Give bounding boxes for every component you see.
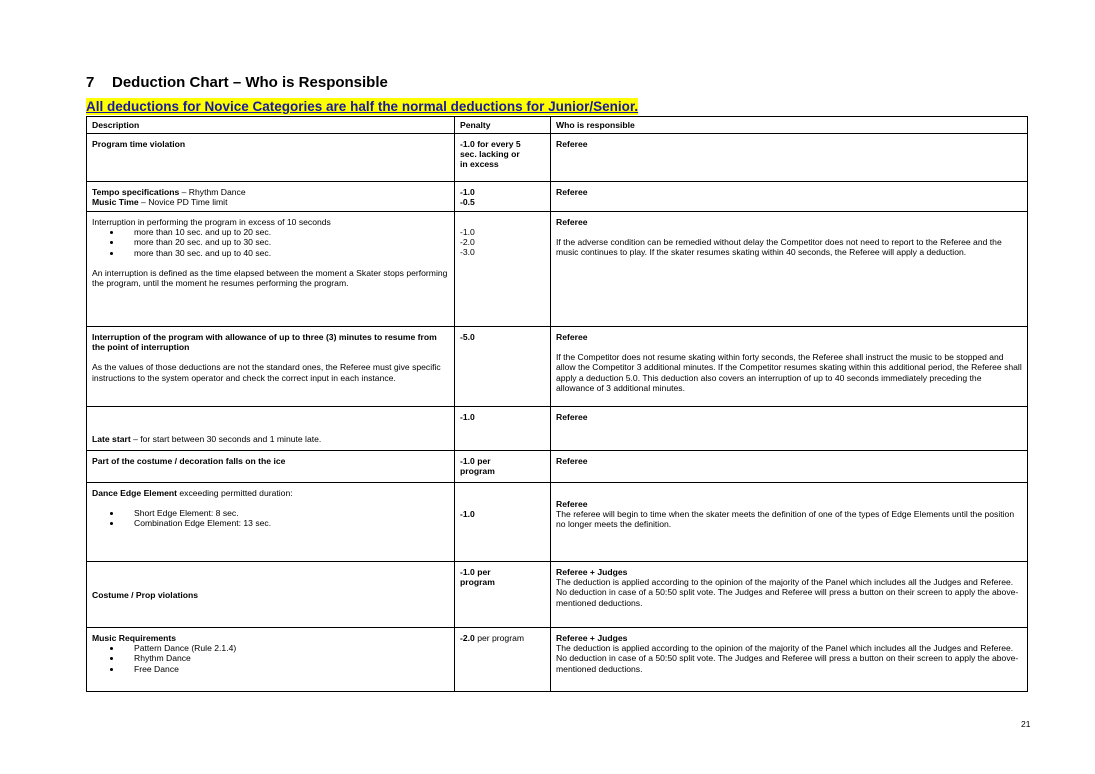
list-item: • more than 10 sec. and up to 20 sec.: [122, 227, 449, 237]
list-item: • more than 30 sec. and up to 40 sec.: [122, 248, 449, 258]
list-item: • Rhythm Dance: [122, 653, 449, 663]
table-row: [87, 134, 1028, 182]
list-item: • more than 20 sec. and up to 30 sec.: [122, 237, 449, 247]
row-penalty: -1.0 per program: [455, 562, 551, 628]
list-item: • Free Dance: [122, 664, 449, 674]
table-row: [87, 451, 1028, 483]
section-title: Deduction Chart – Who is Responsible: [112, 74, 388, 91]
table-row: [87, 483, 1028, 562]
row-responsible: Referee + Judges The deduction is applied according to the opinion of the majority of the Panel which includes all the Judges and Referee. No deduction in case of a 50:50 split vote. The Judges and Referee will press a button on their screen to apply the above-mentioned deductions.: [551, 562, 1028, 628]
row-responsible: Referee The referee will begin to time when the skater meets the definition of one of the types of Edge Elements until the position no longer meets the definition.: [551, 483, 1028, 562]
table-row: [87, 327, 1028, 407]
row-responsible: Referee: [551, 182, 1028, 212]
row-description: Part of the costume / decoration falls on the ice: [87, 451, 455, 483]
list-item: • Pattern Dance (Rule 2.1.4): [122, 643, 449, 653]
bullet-list: [92, 508, 449, 528]
deduction-table: [86, 116, 1028, 692]
row-responsible: Referee If the Competitor does not resume skating within forty seconds, the Referee shall instruct the music to be stopped and allow the Competitor 3 additional minutes. If the Competitor resumes skating within this additional period, the Referee shall apply a deduction 5.0. This deduction also covers an interruption of up to 40 seconds immediately preceding the allowance of 3 additional minutes.: [551, 327, 1028, 407]
row-penalty: -1.0 for every 5 sec. lacking or in excess: [455, 134, 551, 182]
section-heading: [86, 74, 388, 91]
row-responsible: Referee: [551, 134, 1028, 182]
row-penalty: -1.0: [455, 407, 551, 451]
list-item: • Combination Edge Element: 13 sec.: [122, 518, 449, 528]
page-number: 21: [1021, 719, 1031, 729]
table-row: [87, 182, 1028, 212]
row-responsible: Referee If the adverse condition can be remedied without delay the Competitor does not need to report to the Referee and the music continues to play. If the skater resumes skating within 40 seconds, the Referee will apply a deduction.: [551, 212, 1028, 327]
table-row: [87, 212, 1028, 327]
row-description: Program time violation: [87, 134, 455, 182]
row-description: Interruption in performing the program in excess of 10 seconds • more than 10 sec. and up to 20 sec. • more than 20 sec. and up to 30 sec. • more than 30 sec. and up to 40 sec. An interruption is defined as the time elapsed between the moment a Skater stops performing the program, until the moment he resumes performing the program.: [87, 212, 455, 327]
header-penalty: Penalty: [455, 117, 551, 134]
row-description: Costume / Prop violations: [87, 562, 455, 628]
row-penalty: -1.0 -0.5: [455, 182, 551, 212]
row-penalty: -5.0: [455, 327, 551, 407]
section-number: 7: [86, 74, 95, 91]
bullet-list: [92, 643, 449, 674]
table-row: [87, 407, 1028, 451]
row-responsible: Referee: [551, 451, 1028, 483]
table-header-row: [87, 117, 1028, 134]
table-row: [87, 628, 1028, 692]
row-responsible: Referee: [551, 407, 1028, 451]
row-penalty: -2.0 per program: [455, 628, 551, 692]
row-responsible: Referee + Judges The deduction is applied according to the opinion of the majority of the Panel which includes all the Judges and Referee. No deduction in case of a 50:50 split vote. The Judges and Referee will press a button on their screen to apply the above-mentioned deductions.: [551, 628, 1028, 692]
novice-note: All deductions for Novice Categories are half the normal deductions for Junior/Senior.: [86, 99, 639, 114]
row-description: Tempo specifications – Rhythm Dance Music Time – Novice PD Time limit: [87, 182, 455, 212]
row-description: Interruption of the program with allowance of up to three (3) minutes to resume from the point of interruption As the values of those deductions are not the standard ones, the Referee must give specific instructions to the system operator and check the correct input in each instance.: [87, 327, 455, 407]
row-penalty: -1.0 -2.0 -3.0: [455, 212, 551, 327]
header-who: Who is responsible: [551, 117, 1028, 134]
row-description: Music Requirements • Pattern Dance (Rule 2.1.4) • Rhythm Dance • Free Dance: [87, 628, 455, 692]
header-description: Description: [87, 117, 455, 134]
list-item: • Short Edge Element: 8 sec.: [122, 508, 449, 518]
row-penalty: -1.0 per program: [455, 451, 551, 483]
row-description: Late start – for start between 30 seconds and 1 minute late.: [87, 407, 455, 451]
table-row: [87, 562, 1028, 628]
row-description: Dance Edge Element exceeding permitted duration: • Short Edge Element: 8 sec. • Combination Edge Element: 13 sec.: [87, 483, 455, 562]
bullet-list: [92, 227, 449, 258]
row-penalty: -1.0: [455, 483, 551, 562]
